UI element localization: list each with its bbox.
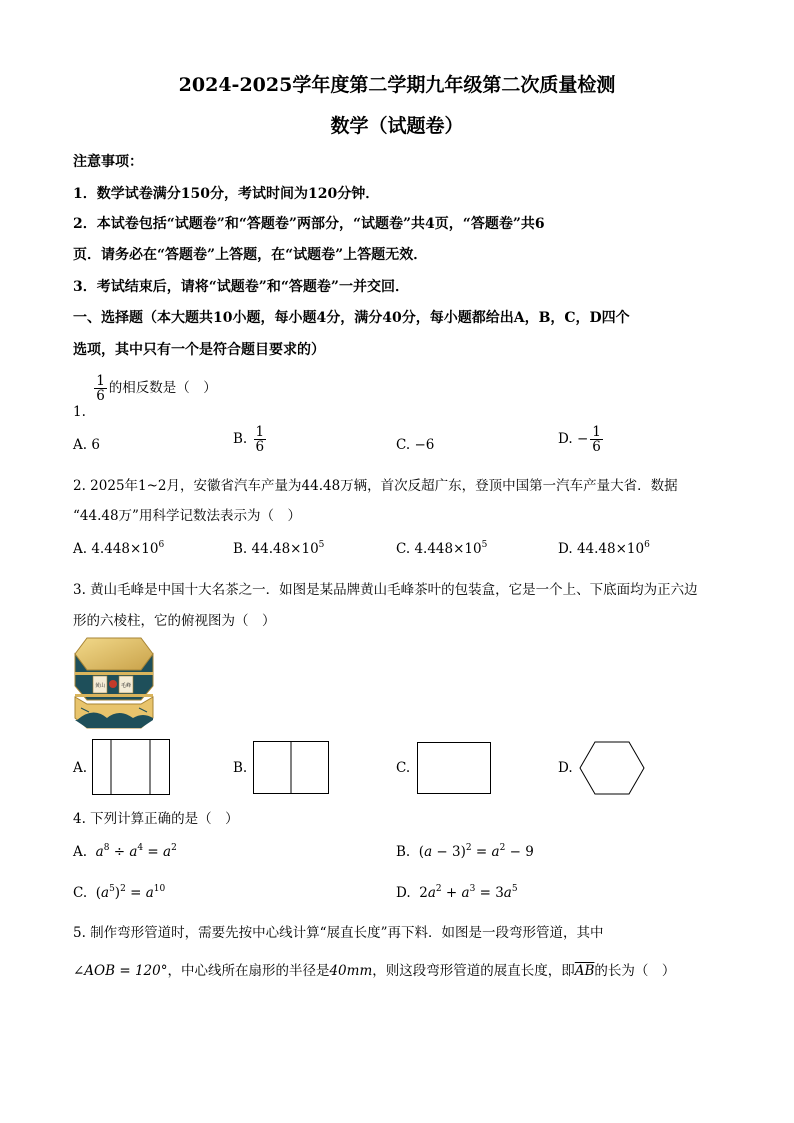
q1-option-b[interactable]: B. $\frac{1}{6}$: [233, 424, 265, 456]
q3-line-2: 形的六棱柱，它的俯视图为（ ）: [73, 613, 276, 629]
q2-option-c[interactable]: C. $4.448\times 10^5$: [396, 540, 488, 557]
q2-line-2: “44.48万”用科学记数法表示为（ ）: [73, 508, 301, 524]
q1-fraction: $\frac{1}{6}$: [96, 373, 105, 405]
q3-option-b[interactable]: B.: [233, 760, 248, 776]
q1-stem: 的相反数是（ ）: [108, 380, 217, 397]
q1-option-a[interactable]: A. 6: [73, 437, 100, 453]
q3-option-b-figure: [253, 741, 329, 794]
section1-heading-a: 一、选择题（本大题共10小题，每小题4分，满分40分，每小题都给出A，B，C，D四个: [73, 310, 630, 326]
q3-option-c-figure: [417, 742, 491, 794]
q4-option-a[interactable]: A. $a^8 \div a^4 = a^2$: [73, 843, 177, 860]
q5-line-1: 5. 制作弯形管道时，需要先按中心线计算“展直长度”再下料．如图是一段弯形管道，其中: [73, 925, 604, 941]
exam-subtitle: 数学（试题卷）: [330, 115, 464, 137]
q3-option-a-figure: [92, 739, 170, 795]
q4-option-d[interactable]: D. $2a^2 + a^3 = 3a^5$: [396, 884, 518, 901]
notes-heading: 注意事项：: [73, 154, 143, 170]
tea-box-image: [73, 634, 155, 732]
q1-option-c[interactable]: C. −6: [396, 437, 435, 453]
note-item-2b: 页．请务必在“答题卷”上答题，在“试题卷”上答题无效．: [73, 247, 428, 263]
q2-line-1: 2. 2025年1~2月，安徽省汽车产量为44.48万辆，首次反超广东，登顶中国第一汽车产量大省．数据: [73, 478, 678, 494]
q3-option-a[interactable]: A.: [73, 760, 88, 776]
box-label-right: 毛峰: [120, 683, 132, 689]
q1-option-d[interactable]: D. − $\frac{1}{6}$: [558, 424, 601, 456]
note-item-3: 3．考试结束后，请将“试题卷”和“答题卷”一并交回．: [73, 279, 409, 295]
q4-option-c[interactable]: C. $(a^5)^2 = a^{10}$: [73, 884, 166, 901]
q2-option-d[interactable]: D. $44.48\times 10^6$: [558, 540, 650, 557]
q3-option-d[interactable]: D.: [558, 760, 573, 776]
q4-option-b[interactable]: B. $(a - 3)^2 = a^2 - 9$: [396, 843, 534, 860]
q3-line-1: 3. 黄山毛峰是中国十大名茶之一．如图是某品牌黄山毛峰茶叶的包装盒，它是一个上、下底面均为正六边: [73, 582, 698, 598]
box-label-left: 黄山: [94, 683, 106, 689]
q1-number: 1.: [73, 404, 86, 421]
q4-stem: 4. 下列计算正确的是（ ）: [73, 811, 239, 827]
section1-heading-b: 选项，其中只有一个是符合题目要求的）: [73, 342, 325, 358]
q5-arc: $\overline{AB}$: [574, 963, 595, 979]
exam-title: 2024-2025学年度第二学期九年级第二次质量检测: [178, 74, 616, 96]
q5-line-2: ∠AOB = 120°，中心线所在扇形的半径是40mm，则这段弯形管道的展直长度，即$\overline{AB}$的长为（ ）: [73, 963, 676, 979]
note-item-2a: 2．本试卷包括“试题卷”和“答题卷”两部分，“试题卷”共4页，“答题卷”共6: [73, 216, 545, 232]
question-1: [73, 373, 217, 421]
note-item-1: 1．数学试卷满分150分，考试时间为120分钟．: [73, 186, 380, 202]
q2-option-b[interactable]: B. $44.48\times 10^5$: [233, 540, 325, 557]
q5-angle: ∠AOB = 120°: [73, 963, 168, 979]
q5-radius: 40mm: [329, 963, 373, 979]
q2-option-a[interactable]: A. $4.448\times 10^6$: [73, 540, 165, 557]
q3-option-c[interactable]: C.: [396, 760, 411, 776]
q3-option-d-figure: [579, 741, 645, 795]
